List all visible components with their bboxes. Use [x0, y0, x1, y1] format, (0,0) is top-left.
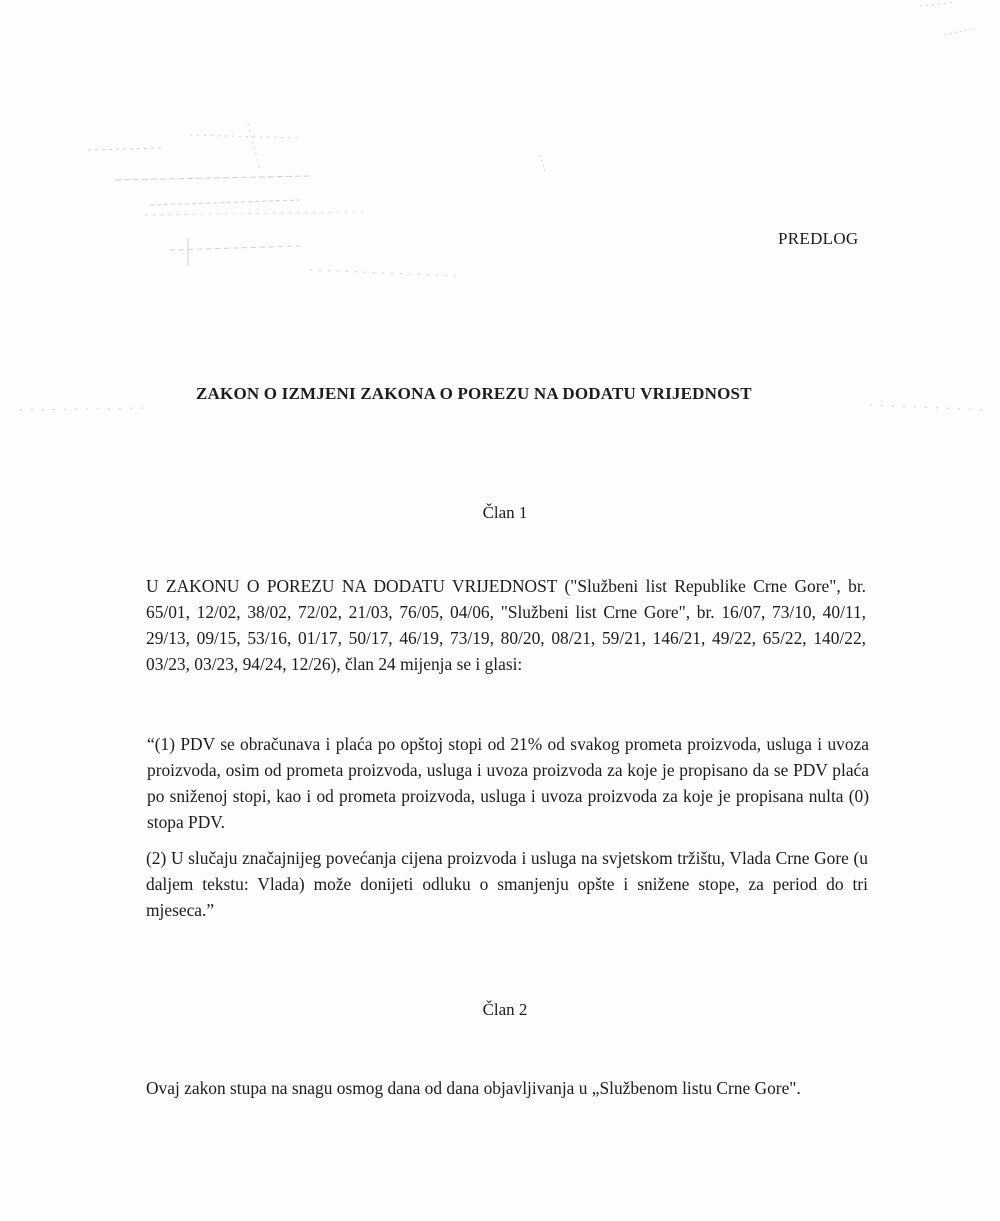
- article-1-paragraph-2: (2) U slučaju značajnijeg povećanja cijena proizvoda i usluga na svjetskom tržištu, Vlada Crne Gore (u daljem tekstu: Vlada) može donijeti odluku o smanjenju opšte i snižene stope, za period do tri mjeseca.”: [146, 848, 868, 920]
- document-label: PREDLOG: [778, 229, 859, 248]
- article-1-paragraph-1: “(1) PDV se obračunava i plaća po opštoj stopi od 21% od svakog prometa proizvoda, usluga i uvoza proizvoda, osim od prometa proizvoda, usluga i uvoza proizvoda za koje je propisano da se PDV plaća po sniženoj stopi, kao i od prometa proizvoda, usluga i uvoza proizvoda za koje je propisana nulta (0) stopa PDV.: [147, 734, 869, 832]
- article-2-paragraph: Ovaj zakon stupa na snagu osmog dana od dana objavljivanja u „Službenom listu Crne Gore".: [146, 1078, 801, 1098]
- article-1-paragraph-intro: U ZAKONU O POREZU NA DODATU VRIJEDNOST ("Službeni list Republike Crne Gore", br. 65/01, 12/02, 38/02, 72/02, 21/03, 76/05, 04/06, "Službeni list Crne Gore", br. 16/07, 73/10, 40/11, 29/13, 09/15, 53/16, 01/17, 50/17, 46/19, 73/19, 80/20, 08/21, 59/21, 146/21, 49/22, 65/22, 140/22, 03/23, 03/23, 94/24, 12/26), član 24 mijenja se i glasi:: [146, 576, 866, 674]
- article-2-heading: Član 2: [482, 1000, 528, 1019]
- article-1-heading: Član 1: [482, 503, 528, 522]
- document-title: ZAKON O IZMJENI ZAKONA O POREZU NA DODATU VRIJEDNOST: [196, 384, 752, 403]
